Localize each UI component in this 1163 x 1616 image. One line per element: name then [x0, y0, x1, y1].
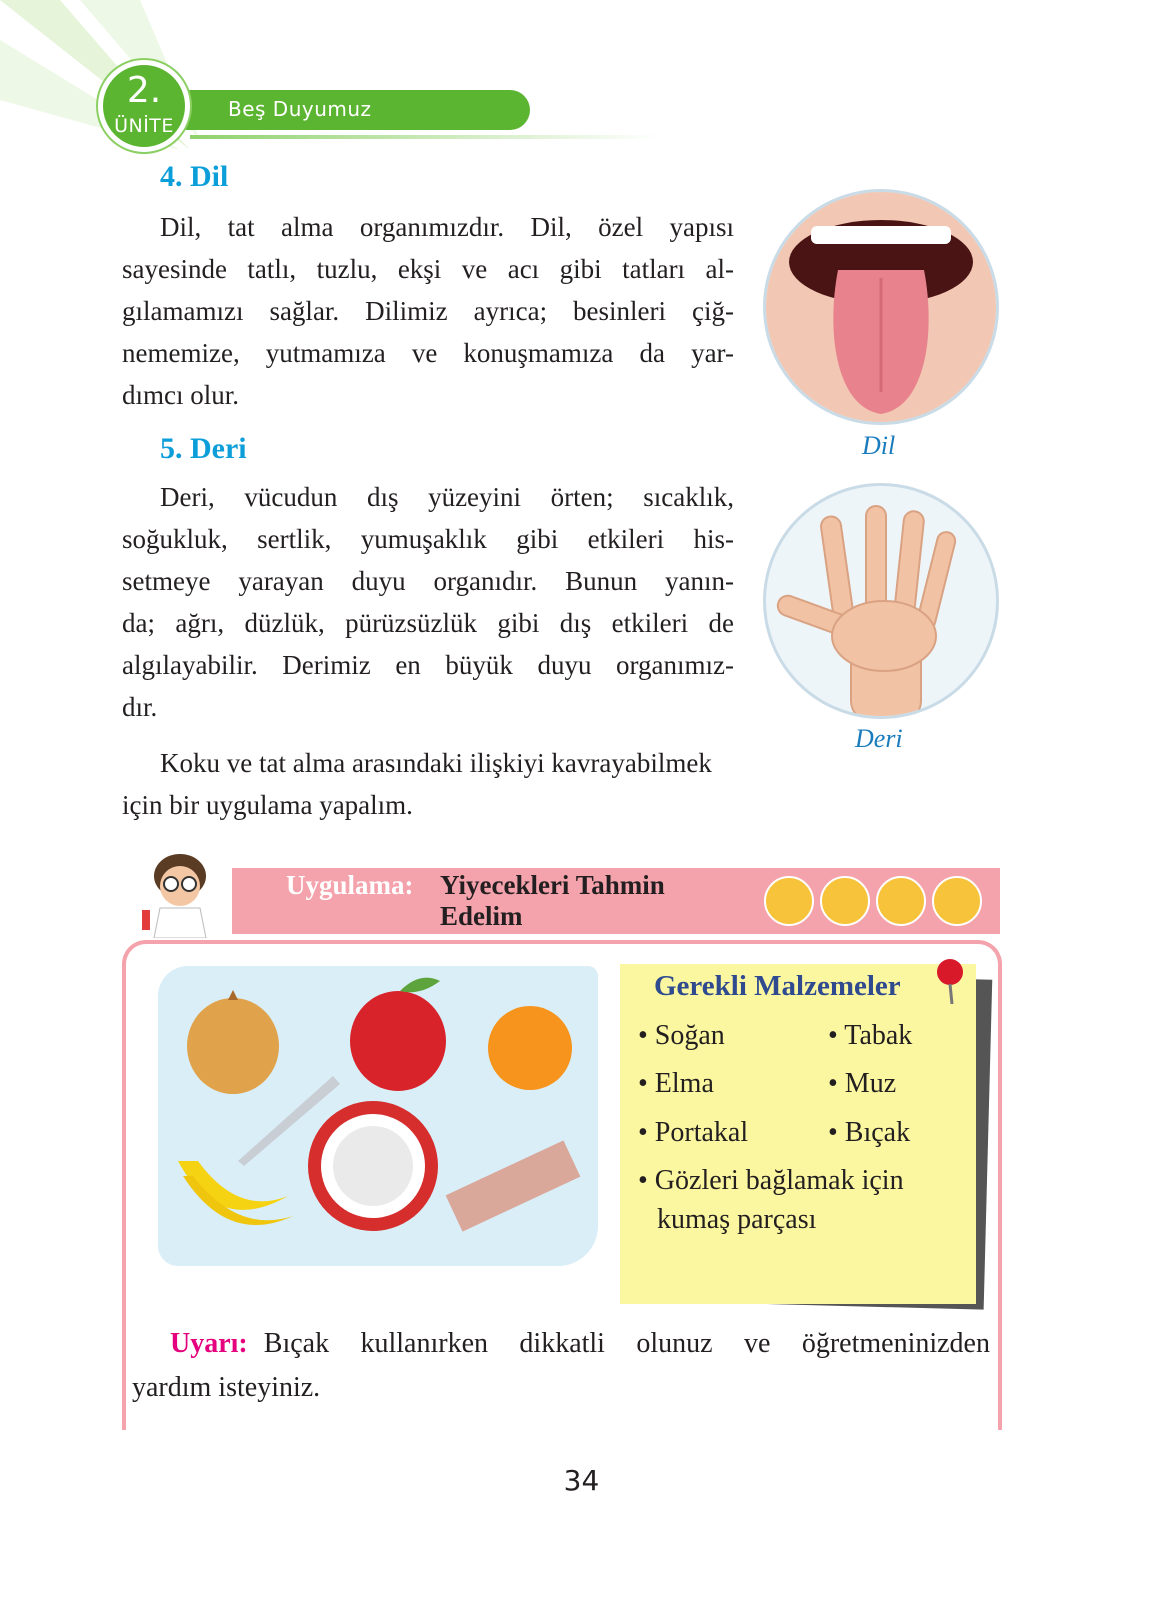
- materials-illustration: [158, 966, 598, 1266]
- material-item: • Portakal: [638, 1117, 749, 1148]
- unit-badge: [98, 60, 190, 152]
- text-line: Koku ve tat alma arasındaki ilişkiyi kavrayabilmek: [160, 748, 712, 778]
- plate-icon: [308, 1101, 438, 1231]
- material-item-continued: kumaş parçası: [657, 1204, 817, 1235]
- text-line: gılamamızı sağlar. Dilimiz ayrıca; besinleri çiğ-: [122, 296, 734, 326]
- unit-title: Beş Duyumuz: [228, 97, 372, 121]
- warning-label: Uyarı:: [170, 1328, 248, 1359]
- cloth-icon: [446, 1140, 581, 1231]
- unit-underline: [190, 135, 660, 139]
- paragraph-dil: [122, 206, 734, 416]
- hand-icon: [766, 486, 996, 716]
- scientist-boy-icon: [130, 848, 230, 938]
- pushpin-icon: [930, 956, 972, 1006]
- tongue-icon: [766, 192, 996, 422]
- paragraph-deri: [122, 476, 734, 728]
- activity-title: [440, 870, 665, 932]
- activity-title-line2: Edelim: [440, 901, 523, 931]
- material-item: • Tabak: [828, 1020, 913, 1051]
- hand-washing-icon: [876, 876, 926, 926]
- material-item: • Gözleri bağlamak için: [638, 1165, 904, 1196]
- material-item: • Soğan: [638, 1020, 725, 1051]
- text-line: Dil, tat alma organımızdır. Dil, özel yapısı: [160, 212, 734, 242]
- text-line: nememize, yutmamıza ve konuşmamıza da yar-: [122, 338, 734, 368]
- text-line: dır.: [122, 692, 158, 722]
- text-line: için bir uygulama yapalım.: [122, 790, 413, 820]
- warning-line2: yardım isteyiniz.: [132, 1372, 321, 1403]
- onion-icon: [187, 990, 279, 1094]
- apple-icon: [350, 978, 446, 1091]
- orange-icon: [488, 1006, 572, 1090]
- sharp-object-icon: [820, 876, 870, 926]
- unit-number: 2.: [126, 70, 162, 111]
- material-item: • Muz: [828, 1068, 897, 1099]
- text-line: Deri, vücudun dış yüzeyini örten; sıcaklık,: [160, 482, 734, 512]
- text-line: setmeye yarayan duyu organıdır. Bunun yanın-: [122, 566, 734, 596]
- material-item: • Bıçak: [828, 1117, 911, 1148]
- warning-text: [132, 1322, 990, 1410]
- activity-title-line1: Yiyecekleri Tahmin: [440, 870, 665, 900]
- paragraph-intro: [122, 742, 822, 826]
- lab-coat-icon: [932, 876, 982, 926]
- activity-label: Uygulama:: [286, 870, 414, 900]
- caption-deri: Deri: [855, 724, 903, 753]
- text-line: da; ağrı, düzlük, pürüzsüzlük gibi dış etkileri de: [122, 608, 734, 638]
- page-number: 34: [563, 1464, 600, 1497]
- text-line: dımcı olur.: [122, 380, 239, 410]
- text-line: sayesinde tatlı, tuzlu, ekşi ve acı gibi tatları al-: [122, 254, 734, 284]
- heading-deri: 5. Deri: [160, 432, 247, 465]
- unit-label: ÜNİTE: [114, 115, 174, 137]
- caption-dil: Dil: [862, 431, 896, 460]
- heading-dil: 4. Dil: [160, 160, 229, 193]
- banana-icon: [178, 1161, 293, 1225]
- text-line: algılayabilir. Derimiz en büyük duyu organımız-: [122, 650, 734, 680]
- warning-line1: [132, 1322, 990, 1366]
- tongue-illustration: [763, 189, 999, 425]
- material-item: • Elma: [638, 1068, 714, 1099]
- hand-illustration: [763, 483, 999, 719]
- warning-line1-text: Bıçak kullanırken dikkatli olunuz ve öğretmeninizden: [263, 1328, 990, 1359]
- safety-goggles-icon: [764, 876, 814, 926]
- materials-title: Gerekli Malzemeler: [654, 970, 901, 1002]
- text-line: soğukluk, sertlik, yumuşaklık gibi etkileri his-: [122, 524, 734, 554]
